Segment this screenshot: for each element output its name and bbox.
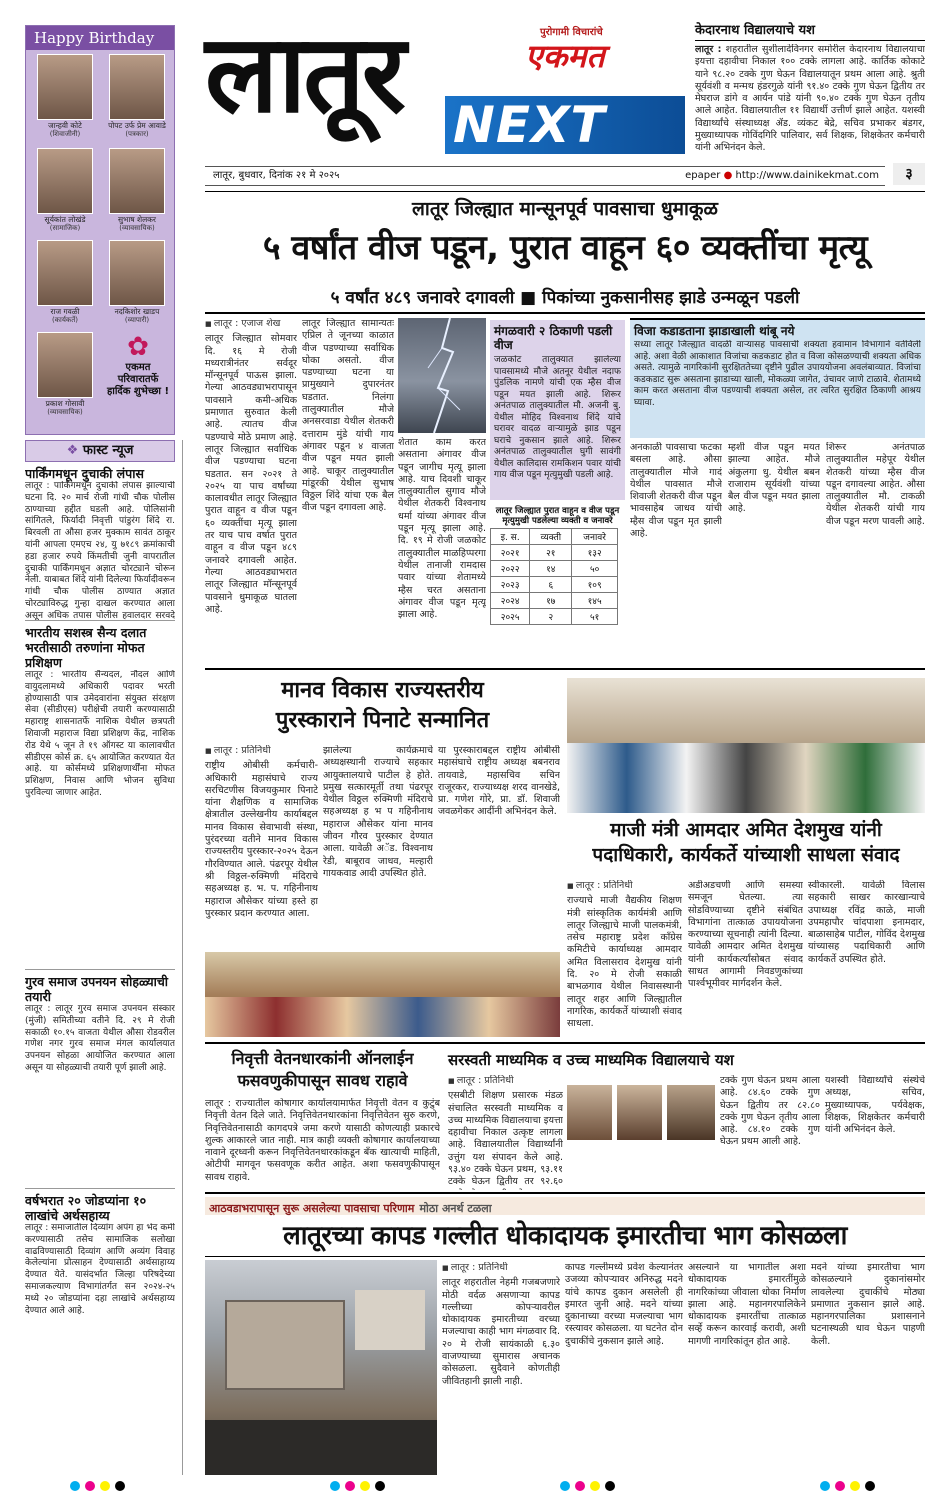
student-photo [617,1085,662,1140]
saraswati-byline: ■ लातूर : प्रतिनिधी [448,1075,563,1087]
lead-col-2 [302,318,394,663]
headline-line: फसवणुकीपासून सावध राहावे [237,1071,408,1090]
birthday-person [32,54,98,139]
sidebar-box-lightning [490,320,625,500]
greeting-line: एकमत [125,362,151,373]
person-name: पोपट उर्फ प्रेम आवाडे [108,121,166,130]
building-headline: लातूरच्या कापड गल्लीत धोकादायक इमारतीचा भाग कोसळला [283,1221,847,1251]
story-tag-band [205,1197,925,1215]
building-byline: ■ लातूर : प्रतिनिधी [442,1262,560,1274]
person-desc: (सामाजिक) [49,224,81,232]
table-cell: ५१ [572,609,618,625]
box-title: विजा कडाडताना झाडाखाली थांबू नये [634,324,795,338]
stats-table [490,528,618,625]
news-item [25,466,175,621]
table-cell: १४ [530,561,572,577]
birthday-title: Happy Birthday [26,26,174,50]
table-row [491,593,618,609]
birthday-person [32,148,98,233]
table-cell: १०९ [572,577,618,593]
headline-line: माजी मंत्री आमदार अमित देशमुख यांनी [610,819,882,841]
lead-col-3 [398,437,486,663]
student-photo [567,1085,612,1140]
news-title: गुरव समाज उपनयन सोहळ्याची तयारी [25,974,169,1004]
saraswati-col-2: टक्के गुण घेऊन प्रथम आला आहे. ८४.६० टक्के गुण घेऊन द्वितीय तर ८२.८० टक्के गुण घेऊन तृतीय आला आहे. ८४.१० टक्के गुण घेऊन प्रथम आली आहे. [720,1075,820,1148]
flowers-icon: ✿ [127,332,149,362]
column-header: इ. स. [491,529,530,545]
page-number: ३ [893,163,925,185]
lead-text: अनकाळी पावसाचा फटका बसला आहे. औसा तालुक्यातील मौजे गादं येथील पावसात मौजे शिवाजी शेतकरी वीज पडून भावसाहेब जाधव यांची म्हैस वीज पडून मृत झाली आहे. [630,442,722,540]
award-col-3 [438,745,560,950]
column-header: जनावरे [572,529,618,545]
sidebar-box-safety [630,318,925,438]
table-cell: २१ [530,545,572,561]
news-body: लातूर : लातूर गुरव समाज उपनयन संस्कार (मुंजी) समितीच्या वतीने दि. २९ मे रोजी सकाळी १०.१५ वाजता येथील औसा रोडवरील गणेश नगर गुरव समाज मंगल कार्यालयात उपनयन सोहळा आयोजित करण्यात आला असून या सोहळ्याची तयारी पूर्ण झाली आहे. [25,1004,175,1073]
deshmukh-text: राज्याचे माजी वैद्यकीय शिक्षण मंत्री सांस्कृतिक कार्यमंत्री आणि लातूर जिल्ह्याचे माजी पालकमंत्री, तसेच महाराष्ट्र प्रदेश काँग्रेस कमिटीचे कार्याध्यक्ष आमदार अमित विलासराव देशमुख यांनी दि. २० मे रोजी सकाळी बाभळगाव येथील निवासस्थानी लातूर शहर आणि जिल्ह्यातील नागरिक, कार्यकर्ते यांच्याशी संवाद साधला. [567,895,682,1030]
dateline-bar [205,166,885,186]
table-cell: १४५ [572,593,618,609]
deshmukh-photo [567,678,925,813]
top-right-story [695,20,925,160]
table-cell: २०२२ [491,561,530,577]
table-cell: २०२१ [491,545,530,561]
award-byline: ■ लातूर : प्रतिनिधी [205,745,318,757]
person-name: प्रकाश गोसावी [45,399,85,408]
news-body: लातूर : पार्किंगमधून दुचाकी लंपास झाल्याची घटना दि. २० मार्च रोजी गांधी चौक पोलीस ठाण्याच्या हद्दीत घडली आहे. पोलिसांनी सांगितले, फिर्यादी निवृत्ती पांडुरंग शिंदे रा. बिरवली ता औसा हजर मुक्काम सावंत ठाकूर यांनी आपला एमएच २४, यु ७१८९ क्रमांकाची हडा हजार रुपये किंमतीची जुनी वापरातील दुचाकी पार्किंगमधून अज्ञात चोरट्याने चोरून नेली. याबाबत शिंदे यांनी दिलेल्या फिर्यादीवरून गांधी चौक पोलीस ठाण्यात अज्ञात चोरट्याविरुद्ध गुन्हा दाखल करण्यात आला असून अधिक तपास पोलीस हवालदार सरवदे [25,481,175,621]
table-row [491,609,618,625]
award-col-2 [323,745,433,950]
masthead-title: लातूर [205,12,403,137]
bullet-icon: ❖ [66,443,79,458]
table-row [491,545,618,561]
table-cell: २०२४ [491,593,530,609]
news-title: पार्किंगमधून दुचाकी लंपास [25,466,144,481]
lead-col-1 [205,318,297,663]
person-name: राज गवळी [50,307,80,316]
person-name: सूर्यकांत लोखंडे [44,215,86,224]
table-cell: ५० [572,561,618,577]
person-photo [37,332,93,398]
person-desc: (पत्रकार) [125,130,149,138]
news-body: लातूर : भारतीय सैन्यदल, नौदल आणि वायुदलामध्ये अधिकारी पदावर भरती होण्यासाठी पात्र उमेदवारांना संयुक्त संरक्षण सेवा (सीडीएस) परीक्षेची तयारी करण्यासाठी महाराष्ट्र शासनातर्फे नाशिक येथील छत्रपती शिवाजी महाराज विद्या प्रशिक्षण केंद्र, नाशिक रोड येथे ५ जून ते १९ ऑगस्ट या कालावधीत सीडीएस कोर्स क्र. ६५ आयोजित करण्यात येत आहे. या कोर्समध्ये प्रशिक्षणार्थींना मोफत प्रशिक्षण, निवास आणि भोजन सुविधा पुरविल्या जाणार आहेत. [25,670,175,798]
lead-cont-col-c [826,442,925,662]
table-cell: ६ [530,577,572,593]
person-name: सुभाष शेलकर [117,215,157,224]
person-photo [109,54,165,120]
epaper-link[interactable] [685,167,879,185]
column-header: व्यक्ती [530,529,572,545]
birthday-person [32,332,98,417]
person-photo [109,148,165,214]
lead-kicker: लातूर जिल्ह्यात मान्सूनपूर्व पावसाचा धुमाकूळ [412,198,718,220]
band-tag: आठवडाभरापासून सुरू असलेल्या पावसाचा परिणाम [209,1202,415,1215]
pension-headline [205,1048,440,1092]
award-text: झालेल्या कार्यक्रमाचे अध्यक्षस्थानी राज्याचे सहकार आयुक्तालयाचे पाटील हे होते. प्रमुख सत्कारमूर्ती तथा पंढरपूर येथील विठ्ठल रुक्मिणी मंदिराचे सहअध्यक्ष ह भ प गहिनीनाथ महाराज औसेकर यांना मानव जीवन गौरव पुरस्कार देण्यात आला. यावेळी अॅड. विश्वनाथ रेडी, बाबूराव जाधव, मल्हारी गायकवाड आदी उपस्थित होते. [323,745,433,879]
lead-text: शेतात काम करत असताना अंगावर वीज पडून जागीच मृत्यू झाला आहे. याच दिवशी चाकूर तालुक्यातील सुगाव मौजे येथील शेतकरी विश्वनाथ धर्मा यांच्या अंगावर वीज पडून मृत्यू झाला आहे. दि. १९ मे रोजी जळकोट तालुक्यातील माळहिप्परगा येथील तानाजी रामदास पवार यांच्या शेतामध्ये म्हैस चरत असताना अंगावर वीज पडून मृत्यू झाला आहे. [398,437,486,621]
table-cell: २०२५ [491,609,530,625]
table-cell: १७ [530,593,572,609]
building-col-3: असल्याने या भागातील अशा धोकादायक इमारतींमुळे नागरिकांच्या जीवाला धोका निर्माण झाला आहे. महानगरपालिकेने धोकादायक इमारतींचा तात्काळ सर्व्हे करून कारवाई करावी, अशी मागणी नागरिकांतून होत आहे. [688,1262,806,1347]
lead-text: लातूर जिल्ह्यात सोमवार दि. १६ मे रोजी मध्यरात्रीनंतर सर्वदूर मॉन्सूनपूर्व पाऊस झाला. गेल्या आठवड्याभरापासून पावसाने कमी-अधिक प्रमाणात सुरुवात केली आहे. त्यातच वीज पडण्याचे मोठे प्रमाण आहे. लातूर जिल्ह्यात सर्वाधिक वीज पडण्याचा घटना घडतात. सन २०२१ ते २०२५ या पाच वर्षांच्या कालावधीत लातूर जिल्ह्यात पुरात वाहून व वीज पडून ६० व्यक्तींचा मृत्यू झाला तर याच पाच वर्षात पुरात वाहून व वीज पडून ४८९ जनावरे दगावली आहेत. गेल्या आठवड्याभरात लातूर जिल्ह्यात मॉन्सूनपूर्व पावसाने धुमाकूळ घातला आहे. [205,333,297,615]
award-headline [205,676,560,736]
news-item [25,1193,175,1463]
person-photo [37,240,93,306]
deshmukh-headline [567,818,925,868]
epaper-label: epaper [685,170,721,181]
box-body: जळकोट तालुक्यात झालेल्या पावसामध्ये मौजे अतनूर येथील नदाफ पुंडलिक नामणे यांची एक म्हैस वीज पडून मयत झाली आहे. शिरूर अनंतपाळ तालुक्यातील मौ. अजनी बु. येथील मोहिद विश्वनाथ शिंदे यांचे घरावर वादळ वाऱ्यामुळे झाड पडून घराचे नुकसान झाले आहे. शिरूर अनंतपाळ तालुक्यातील घुगी सावंगी येथील कालिदास रामकिशन पवार यांची गाय वीज पडून मृत्युमुखी पडली आहे. [494,355,621,480]
lead-text: लातूर जिल्ह्यात सामान्यतः एप्रिल ते जूनच्या काळात वीज पडण्याच्या सर्वाधिक घोका असतो. वीज पडण्याच्या घटना या प्रामुख्याने दुपारनंतर घडतात. निलंगा तालुक्यातील मौजे अनसरवाडा येथील शेतकरी दत्ताराम मुंडे यांची गाय अंगावर पडून ४ वाजता वीज पडून मयत झाली आहे. चाकूर तालुक्यातील मांडूरकी येथील सुभाष विठ्ठल शिंदे यांचा एक बैल वीज पडून दगावला आहे. [302,318,394,514]
lead-text: म्हशी वीज पडून मयत झाल्या आहेत. मौजे अंकुलगा धु. येथील बबन राजाराम सूर्यवंशी यांच्या बैल वीज पडून मयत झाला आहे. [728,442,820,515]
fast-news-list [25,466,175,1476]
person-desc: (व्यावसायिक) [119,224,155,232]
person-photo [37,54,93,120]
news-item [25,974,175,1189]
story-byline: लातूर : [695,44,722,55]
brand-tagline: पुरोगामी विचारांचे [540,27,603,38]
person-name: जान्हवी कोटे [48,121,82,130]
greeting-line: परिवारातर्फे [117,374,159,385]
arrow-icon: ● [723,170,733,181]
saraswati-headline: सरस्वती माध्यमिक व उच्च माध्यमिक विद्यालयाचे यश [448,1051,734,1069]
deshmukh-text: अडीअडचणी आणि समस्या समजून घेतल्या. त्या सोडविण्याच्या दृष्टीने संबंधित विभागांना तात्काळ उपाययोजना करण्याच्या सूचनाही त्यांनी दिल्या. यावेळी आमदार अमित देशमुख यांनी कार्यकर्त्यांसोबत संवाद साधत आगामी निवडणुकांच्या पार्श्वभूमीवर मार्गदर्शन केले. [688,880,803,990]
lead-text: शिरूर अनंतपाळ तालुक्यातील महेपूर येथील शेतकरी यांच्या म्हैस वीज पडून दगावल्या आहेत. औसा तालुक्यातील मौ. टाकळी येथील शेतकरी यांची गाय वीज पडून मरण पावली आहे. [826,442,925,527]
lightning-icon [398,318,486,433]
story-headline: केदारनाथ विद्यालयाचे यश [695,20,925,41]
lead-byline: ■ लातूर : एजाज शेख [205,318,297,330]
table-cell: २ [530,609,572,625]
building-text: लातूर शहरातील नेहमी गजबजणारे मोठी वर्दळ असणाऱ्या कापड गल्लीच्या कोपऱ्यावरील धोकादायक इमारतीच्या वरच्या मजल्याचा काही भाग मंगळवार दि. २० मे रोजी सायंकाळी ६.३० वाजण्याच्या सुमारास अचानक कोसळला. सुदैवाने कोणतीही जीवितहानी झाली नाही. [442,1277,560,1387]
person-desc: (कार्यकर्ते) [51,316,79,324]
deshmukh-col-3 [808,880,925,1035]
building-col-2: कापड गल्लीमध्ये प्रवेश केल्यानंतर उजव्या कोपऱ्यावर अनिरुद्ध मदने यांचे कापड दुकान असलेली ही इमारत जुनी आहे. मदने यांच्या दुकानाच्या वरच्या मजल्याचा भाग रस्त्यावर कोसळला. या घटनेत दोन दुचाकींचे नुकसान झाले आहे. [565,1262,683,1347]
headline-line: मानव विकास राज्यस्तरीय [281,678,484,703]
fast-news-header [25,440,175,462]
student-photo [667,1085,715,1140]
headline-line: पदाधिकारी, कार्यकर्ते यांच्याशी साधला संवाद [592,844,900,866]
masthead-next-logo: NEXT [445,96,685,154]
table-caption: लातूर जिल्ह्यात पुरात वाहून व वीज पडून मृत्युमुखी पडलेल्या व्यक्ती व जनावरे [495,506,620,526]
person-name: नदकिशोर खाडप [114,307,160,316]
box-body: सध्या लातूर जिल्ह्यात वादळी वाऱ्यासह पावसाची शक्यता हवामान विभागाने वर्तविली आहे. अशा वेळी आकाशात विजांचा कडकडाट होत व विजा कोसळण्याची शक्यता अधिक असते. त्यामुळे नागरिकांनी सुरक्षिततेच्या दृष्टीने पुढील उपाययोजना अवलंबाव्यात. विजांचा कडकडाट सुरू असताना झाडाच्या खाली, मोकळ्या जागेत, उंचावर जाणे टाळावे. शेतामध्ये काम करत असताना वीज पडण्याची शक्यता असेल, तर त्वरित सुरक्षित ठिकाणी आश्रय घ्यावा. [634,340,921,408]
dateline: लातूर, बुधवार, दिनांक २१ मे २०२५ [213,170,340,181]
band-tag-secondary: मोठा अनर्थ टळला [419,1202,492,1215]
headline-line: पुरस्काराने पिनाटे सन्मानित [275,708,490,733]
deshmukh-text: स्वीकारली. यावेळी विलास सहकारी साखर कारखान्याचे उपाध्यक्ष रविंद्र काळे, माजी उपमहापौर चांदपाशा इनामदार, बाळासाहेब पाटील, गोविंद देशमुख यांच्यासह पदाधिकारी आणि कार्यकर्ते उपस्थित होते. [808,880,925,965]
award-text: राष्ट्रीय ओबीसी कर्मचारी-अधिकारी महासंघाचे राज्य सरचिटणीस विजयकुमार पिनाटे यांना शैक्षणिक व सामाजिक क्षेत्रातील उल्लेखनीय कार्याबद्दल मानव विकास सेवाभावी संस्था, पुरंदरच्या वतीने मानव विकास राज्यस्तरीय पुरस्कार-२०२५ देऊन गौरविण्यात आले. पंढरपूर येथील श्री विठ्ठल-रुक्मिणी मंदिराचे सहअध्यक्ष ह. भ. प. गहिनीनाथ महाराज औसेकर यांच्या हस्ते हा पुरस्कार प्रदान करण्यात आला. [205,760,318,919]
table-row [491,561,618,577]
saraswati-text: एसबीटी शिक्षण प्रसारक मंडळ संचालित सरस्वती माध्यमिक व उच्च माध्यमिक विद्यालयाचा इयत्ता दहावीचा निकाल उत्कृष्ट लागला आहे. विद्यालयातील विद्यार्थ्यांनी उत्तुंग यश संपादन केले आहे. ९३.४० टक्के घेऊन प्रथम, ९३.११ टक्के घेऊन द्वितीय तर ९२.६० [448,1090,563,1188]
lead-subhead: ५ वर्षांत ४८९ जनावरे दगावली ■ पिकांच्या नुकसानीसह झाडे उन्मळून पडली [330,288,800,308]
person-desc: (व्यावसायिक) [47,408,83,416]
award-col-1 [205,745,318,950]
person-photo [37,148,93,214]
lead-headline: ५ वर्षांत वीज पडून, पुरात वाहून ६० व्यक्तींचा मृत्यू [262,228,868,268]
collapsed-building-photo [205,1260,437,1475]
person-desc: (व्यापारी) [124,316,150,324]
story-body: शहरातील सुशीलादेविनगर समोरील केदारनाथ विद्यालयाचा इयत्ता दहावीचा निकाल १०० टक्के लागला आहे. कार्तिक कोकाटे याने ९८.२० टक्के गुण घेऊन विद्यालयातून प्रथम आला आहे. श्रुती सूर्यवंशी व मन्मथ हंडरगुळे यांनी ९१.४० टक्के गुण घेऊन द्वितीय तर मेघराज डांगे व आर्यन पांडे यांनी ९०.४० टक्के गुण घेऊन तृतीय आले आहेत. विद्यालयातील ११ विद्यार्थी उत्तीर्ण झाले आहेत. यशस्वी विद्यार्थ्यांचे संस्थाध्यक्ष ॲड. व्यंकट बेद्रे, सचिव प्रभाकर बंडगर, मुख्याध्यापक गोविंदगिरि पालिवार, सर्व शिक्षक, शिक्षकेतर कर्मचारी यांनी अभिनंदन केले. [695,44,925,154]
stats-table-box [490,506,625,625]
person-photo [109,240,165,306]
birthday-box [25,25,175,435]
news-title: वर्षभरात २० जोडप्यांना १० लाखांचे अर्थसहाय्य [25,1193,147,1223]
pension-body: लातूर : राज्यातील कोषागार कार्यालयामार्फत निवृत्ती वेतन व कुटुंब निवृत्ती वेतन दिले जाते. निवृत्तिवेतनधारकांना निवृत्तिवेतन सुरु करणे, निवृत्तिवेतनासाठी कागदपत्रे जमा करणे यासाठी कोणत्याही प्रकारचे शुल्क आकारले जात नाही. मात्र काही व्यक्ती कोषागार कार्यालयाच्या नावाने दूरध्वनी करून निवृत्तिवेतनधारकांकडून बँक खात्याची माहिती, ओटीपी मागवून फसवणूक करीत आहेत. अशा फसवणुकीपासून सावध राहावे. [205,1098,440,1183]
award-ceremony-photo [205,952,560,1037]
table-cell: १३२ [572,545,618,561]
fast-news-title: फास्ट न्यूज [82,443,134,458]
birthday-person [32,240,98,325]
website-url: http://www.dainikekmat.com [735,170,879,181]
lead-cont-col-a [630,442,722,662]
box-title: मंगळवारी २ ठिकाणी पडली वीज [494,324,613,352]
person-desc: (शिवाजीनी) [49,130,81,138]
building-col-1 [442,1262,560,1475]
award-text: या पुरस्काराबद्दल राष्ट्रीय ओबीसी महासंघाचे राष्ट्रीय अध्यक्ष बबनराव तायवाडे, महासचिव सचिन राजूरकर, राज्याध्यक्ष शरद वानखेडे, प्रा. गणेश गोरे, प्रा. डॉ. शिवाजी जवळगेकर आदींनी अभिनंदन केले. [438,745,560,818]
saraswati-col-1 [448,1075,563,1190]
birthday-person [104,148,170,233]
brand-logo: एकमत [525,37,605,75]
news-body: लातूर : समाजातील दिव्यांग अपंग हा भेद कमी करण्यासाठी तसेच सामाजिक सलोखा वाढविण्यासाठी दिव्यांग आणि अव्यंग विवाह केलेल्यांना प्रोत्साहन देण्यासाठी अर्थसाहाय्य देण्यात येते. यासंदर्भात जिल्हा परिषदेच्या समाजकल्याण विभागांतर्गत सन २०२४-२५ मध्ये २० जोडप्यांना दहा लाखांचे अर्थसहाय्य देण्यात आले आहे. [25,1223,175,1316]
greeting-line: हार्दिक शुभेच्छा ! [106,386,170,397]
saraswati-col-3: यशस्वी विद्यार्थ्यांचे संस्थेचे अध्यक्ष, सचिव, मुख्याध्यापक, पर्यवेक्षक, शिक्षक, शिक्षकेतर कर्मचारी यांनी अभिनंदन केले. [825,1075,925,1136]
lead-cont-col-b [728,442,820,662]
birthday-person [104,240,170,325]
table-cell: २०२३ [491,577,530,593]
deshmukh-col-1 [567,880,682,1035]
birthday-person [104,54,170,139]
news-title: भारतीय सशस्त्र सैन्य दलात भरतीसाठी तरुणांना मोफत प्रशिक्षण [25,625,147,670]
greeting-block [106,332,170,398]
lightning-photo [398,318,486,433]
news-item [25,625,175,970]
table-header-row [491,529,618,545]
table-row [491,577,618,593]
registration-marks [0,1480,945,1492]
deshmukh-byline: ■ लातूर : प्रतिनिधी [567,880,682,892]
building-col-4: मदने यांच्या इमारतीचा भाग कोसळल्याने दुकानांसमोर लावलेल्या दुचाकींचे मोठ्या प्रमाणात नुकसान झाले आहे. महानगरपालिका प्रशासनाने घटनास्थळी धाव घेऊन पाहणी केली. [811,1262,925,1347]
deshmukh-col-2 [688,880,803,1035]
headline-line: निवृत्ती वेतनधारकांनी ऑनलाईन [231,1049,414,1068]
